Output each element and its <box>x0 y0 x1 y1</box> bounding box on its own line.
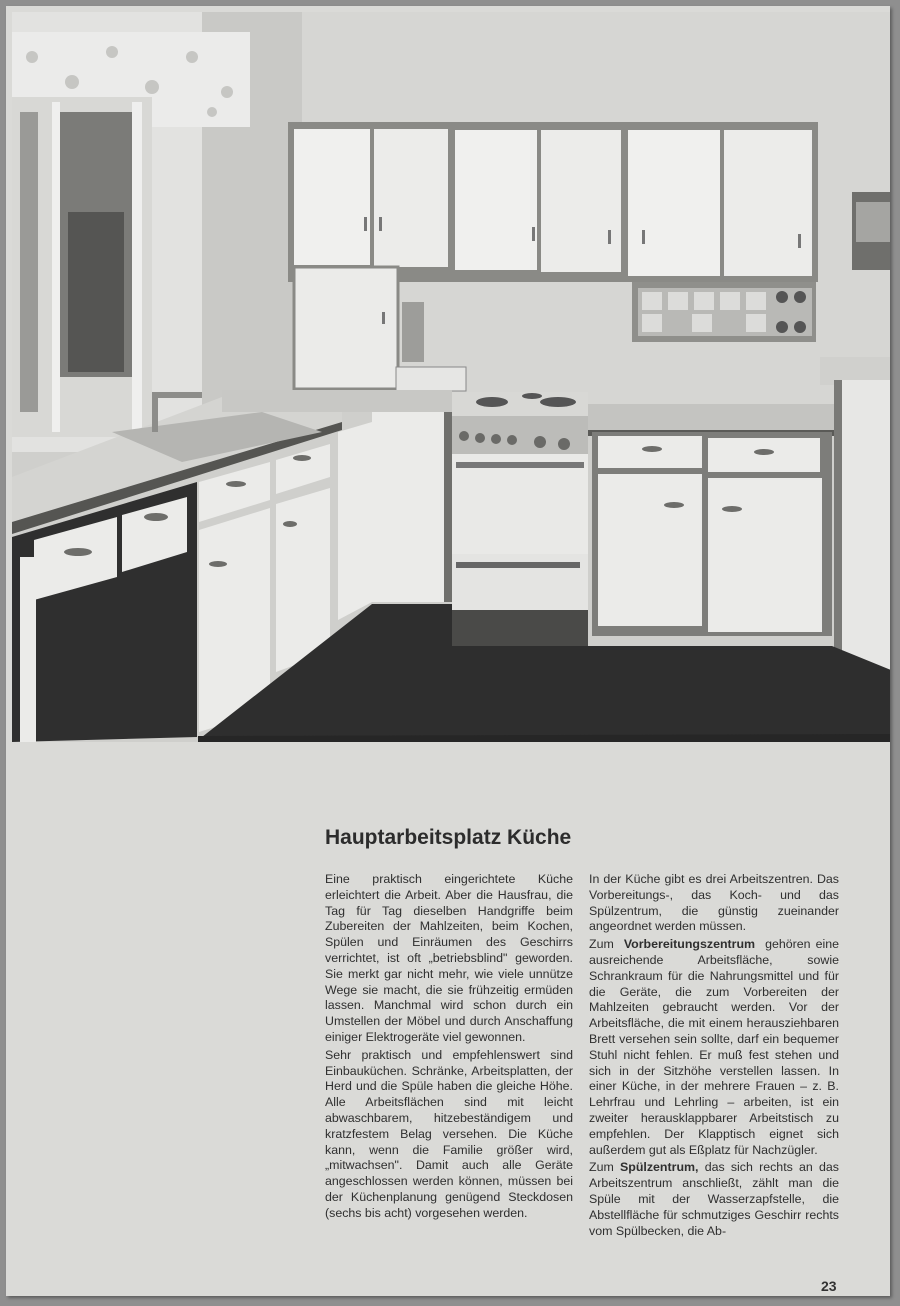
paragraph-lead: Zum <box>589 1160 614 1175</box>
term-spuelzentrum: Spülzentrum, <box>620 1160 699 1175</box>
paragraph <box>589 1160 839 1239</box>
paragraph <box>589 937 839 1158</box>
paragraph: In der Küche gibt es drei Arbeitszentren. Das Vorbereitungs-, das Koch- und das Spülzentrum, die günstig zueinander angeordnet werden müssen. <box>589 872 839 934</box>
paragraph-lead: Zum <box>589 937 614 952</box>
article-title: Hauptarbeitsplatz Küche <box>325 826 572 849</box>
paragraph: Sehr praktisch und empfehlenswert sind Einbauküchen. Schränke, Arbeitsplatten, der Herd und die Spüle haben die gleiche Höhe. Alle Arbeitsflächen sind mit leicht abwaschbarem, hitzebeständigem und kratzfestem Belag versehen. Die Küche kann, wenn die Familie größer wird, „mitwachsen". Damit auch alle Geräte angeschlossen werden können, müssen bei der Küchenplanung genügend Steckdosen (sechs bis acht) vorgesehen werden. <box>325 1047 573 1220</box>
kitchen-photo <box>12 12 890 742</box>
text-column-right <box>589 872 839 1241</box>
text-column-left <box>325 872 573 1224</box>
paragraph-body: gehören eine ausreichende Arbeitsfläche, sowie Schrankraum für die Nahrungsmittel und für die Geräte, die zum Vorbereiten der Mahlzeiten gebraucht werden. Vor der Arbeitsfläche, die mit einem herausziehbaren Brett versehen sein sollte, darf ein bequemer Stuhl nicht fehlen. Er muß fest stehen und sich in der Sitzhöhe verstellen lassen. In einer Küche, in der mehrere Frauen – z. B. Lehrfrau und Lehrling – arbeiten, ist ein zweiter herausklappbarer Arbeitstisch zu empfehlen. Der Klapptisch eignet sich außerdem gut als Eßplatz für Nachzügler. <box>589 937 839 1157</box>
term-vorbereitungszentrum: Vorbereitungszentrum <box>623 937 756 952</box>
book-page <box>6 6 890 1296</box>
paragraph: Eine praktisch eingerichtete Küche erleichtert die Arbeit. Aber die Hausfrau, die Tag für Tag dieselben Handgriffe beim Zubereiten der Mahlzeiten, beim Kochen, Spülen und Einräumen des Geschirrs verrichtet, ist oft „betriebsblind" geworden. Sie merkt gar nicht mehr, wie viele unnütze Wege sie macht, die sie frühzeitig ermüden lassen. Manchmal wird schon durch ein Umstellen der Möbel und durch Anschaffung einiger Elektrogeräte viel gewonnen. <box>325 872 573 1044</box>
page-number: 23 <box>821 1278 837 1294</box>
paragraph-body: das sich rechts an das Arbeitszentrum anschließt, zählt man die Spüle mit der Wasserzapfstelle, die Abstellfläche für schmutziges Geschirr rechts vom Spülbecken, die Ab- <box>589 1160 839 1238</box>
